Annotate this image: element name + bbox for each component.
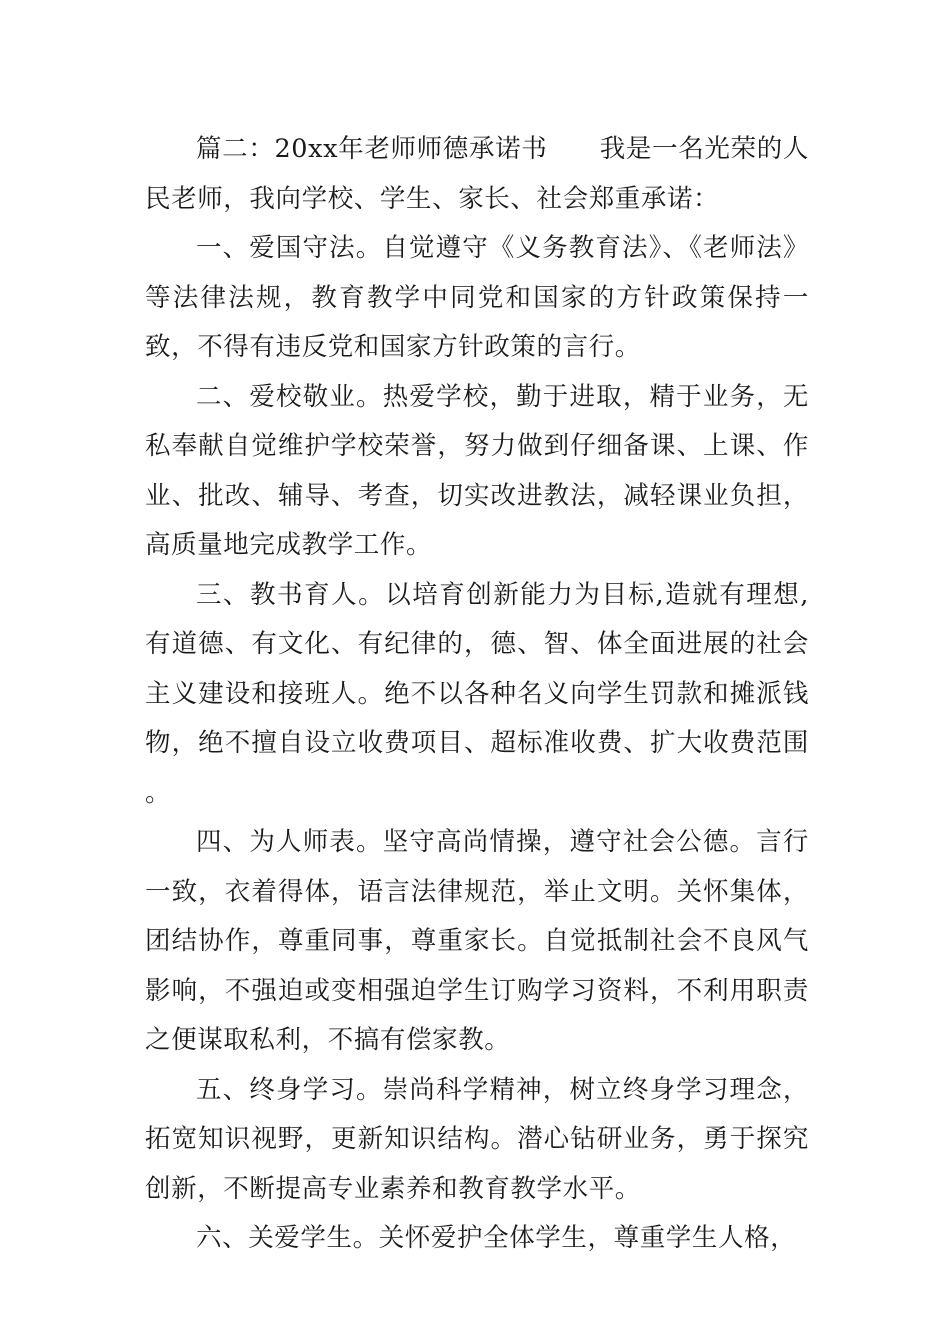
document-page — [145, 125, 809, 1264]
paragraph-pledge-4: 四、为人师表。坚守高尚情操，遵守社会公德。言行一致，衣着得体，语言法律规范，举止文明。关怀集体，团结协作，尊重同事，尊重家长。自觉抵制社会不良风气影响，不强迫或变相强迫学生订购学习资料，不利用职责之便谋取私利，不搞有偿家教。 — [145, 827, 809, 1055]
paragraph-pledge-2: 二、爱校敬业。热爱学校，勤于进取，精于业务，无私奉献自觉维护学校荣誉，努力做到仔细备课、上课、作业、批改、辅导、考查，切实改进教法，减轻课业负担，高质量地完成教学工作。 — [145, 381, 809, 560]
paragraph-pledge-3: 三、教书育人。以培育创新能力为目标,造就有理想,有道德、有文化、有纪律的，德、智、体全面进展的社会主义建设和接班人。绝不以各种名义向学生罚款和摊派钱物，绝不擅自设立收费项目、超标准收费、扩大收费范围 。 — [145, 579, 809, 808]
paragraph-pledge-1: 一、爱国守法。自觉遵守《义务教育法》、《老师法》等法律法规，教育教学中同党和国家的方针政策保持一致，不得有违反党和国家方针政策的言行。 — [145, 233, 809, 362]
paragraph-pledge-5: 五、终身学习。崇尚科学精神，树立终身学习理念，拓宽知识视野，更新知识结构。潜心钻研业务，勇于探究创新，不断提高专业素养和教育教学水平。 — [145, 1074, 809, 1204]
paragraph-pledge-6: 六、关爱学生。关怀爱护全体学生，尊重学生人格， — [196, 1223, 797, 1253]
paragraph-title-intro: 篇二：20xx年老师师德承诺书 我是一名光荣的人民老师，我向学校、学生、家长、社会郑重承诺： — [145, 134, 809, 214]
